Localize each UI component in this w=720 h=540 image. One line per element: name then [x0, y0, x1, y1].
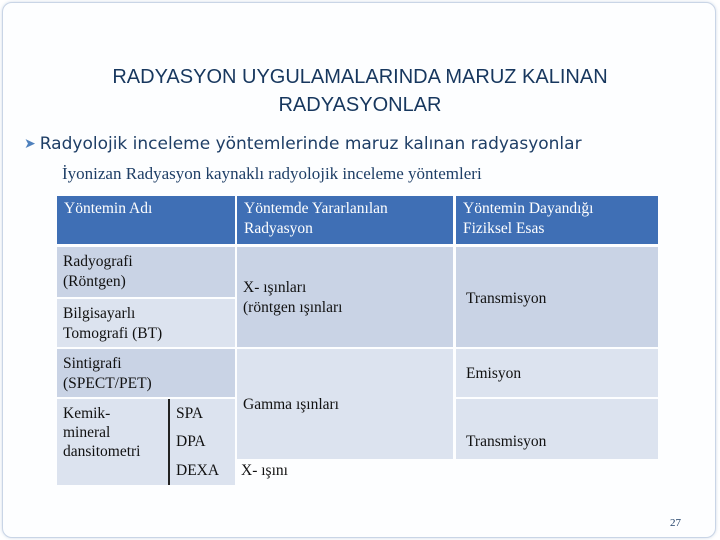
radiation-xray-single: X- ışını: [241, 462, 288, 479]
bullet-item: [24, 134, 582, 154]
header-radiation: [237, 196, 453, 244]
kemik-submethod-divider: [168, 399, 170, 485]
radiation-xray-l1: X- ışınları: [243, 279, 307, 296]
arrow-bullet-icon: ➤: [24, 136, 36, 152]
method-radyografi-l1: Radyografi: [63, 253, 133, 270]
method-sintigrafi-l2: (SPECT/PET): [63, 375, 152, 392]
method-bt-l1: Bilgisayarlı: [63, 305, 136, 322]
method-dpa: DPA: [176, 433, 206, 450]
method-kemik-l2: mineral: [63, 424, 111, 441]
page-number: 27: [670, 517, 681, 529]
method-sintigrafi-l1: Sintigrafi: [63, 355, 122, 372]
method-kemik-l3: dansitometri: [63, 443, 141, 460]
header-radiation-line1: Yöntemde Yararlanılan: [244, 200, 388, 217]
header-method-name-text: Yöntemin Adı: [64, 200, 153, 217]
method-dexa: DEXA: [176, 462, 220, 479]
slide-title-line1: RADYASYON UYGULAMALARINDA MARUZ KALINAN: [112, 66, 608, 88]
bullet-text: Radyolojik inceleme yöntemlerinde maruz kalınan radyasyonlar: [39, 134, 582, 154]
method-radyografi-l2: (Röntgen): [63, 273, 126, 290]
header-method-name: [57, 196, 235, 244]
radiation-xray-l2: (röntgen ışınları: [243, 299, 343, 316]
header-basis-line2: Fiziksel Esas: [463, 220, 545, 237]
header-basis-line1: Yöntemin Dayandığı: [463, 200, 594, 217]
method-spa: SPA: [176, 405, 204, 422]
basis-transmisyon-1: Transmisyon: [466, 290, 547, 307]
basis-emisyon: Emisyon: [466, 365, 522, 382]
method-kemik-l1: Kemik-: [63, 405, 111, 422]
subtitle: İyonizan Radyasyon kaynaklı radyolojik inceleme yöntemleri: [62, 164, 482, 183]
header-physical-basis: [456, 196, 658, 244]
basis-transmisyon-2: Transmisyon: [466, 433, 547, 450]
method-bt-l2: Tomografi (BT): [63, 325, 163, 342]
slide-title-line2: RADYASYONLAR: [278, 94, 442, 116]
radiation-gamma: Gamma ışınları: [243, 396, 339, 413]
header-radiation-line2: Radyasyon: [244, 220, 313, 237]
